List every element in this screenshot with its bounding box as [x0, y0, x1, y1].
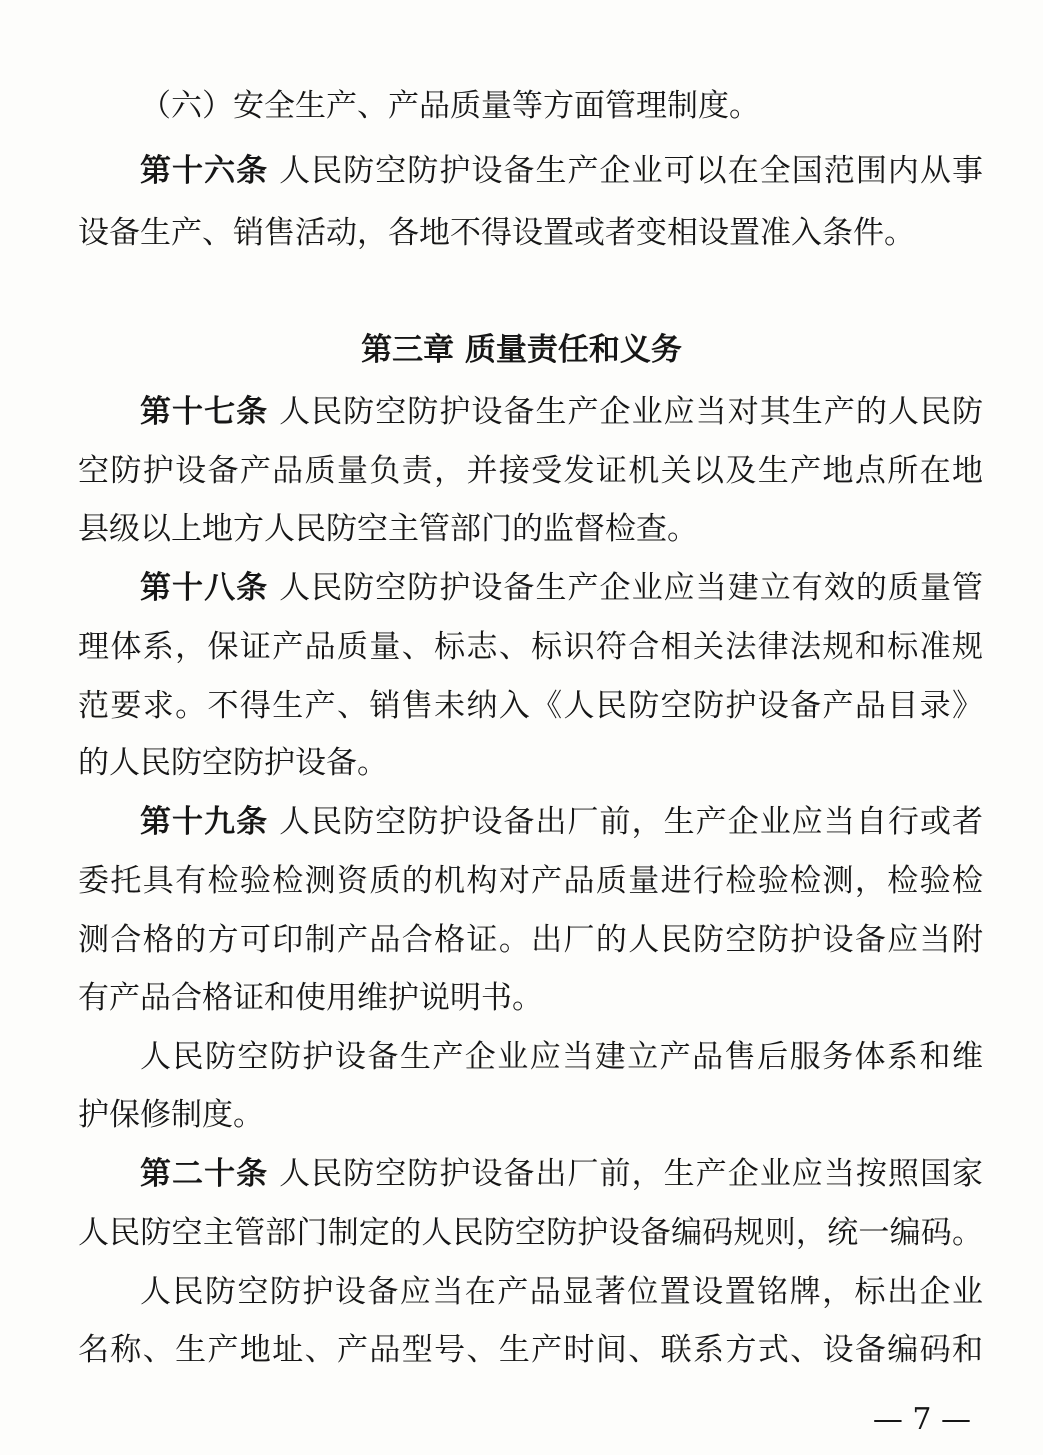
article-heading: 第十六条	[140, 153, 269, 189]
text-line: 理体系，保证产品质量、标志、标识符合相关法律法规和标准规	[78, 629, 983, 665]
article-16-line: 第十六条 人民防空防护设备生产企业可以在全国范围内从事	[140, 153, 984, 189]
text-line: 人民防空主管部门制定的人民防空防护设备编码规则，统一编码。	[78, 1215, 983, 1251]
text-line: 人民防空防护设备应当在产品显著位置设置铭牌，标出企业	[140, 1274, 983, 1310]
page-number: — 7 —	[872, 1402, 971, 1437]
text-line: 范要求。不得生产、销售未纳入《人民防空防护设备产品目录》	[78, 688, 983, 724]
article-19-line: 第十九条 人民防空防护设备出厂前，生产企业应当自行或者	[140, 804, 984, 840]
text-line: （六）安全生产、产品质量等方面管理制度。	[140, 88, 760, 124]
article-heading: 第十八条	[140, 570, 269, 606]
text-line: 空防护设备产品质量负责，并接受发证机关以及生产地点所在地	[78, 453, 983, 489]
article-20-line: 第二十条 人民防空防护设备出厂前，生产企业应当按照国家	[140, 1156, 984, 1192]
text-line: 名称、生产地址、产品型号、生产时间、联系方式、设备编码和	[78, 1332, 983, 1368]
text-line: 护保修制度。	[78, 1097, 264, 1133]
article-heading: 第十九条	[140, 804, 269, 840]
text-line: 的人民防空防护设备。	[78, 745, 388, 781]
text-line: 测合格的方可印制产品合格证。出厂的人民防空防护设备应当附	[78, 922, 983, 958]
article-heading: 第十七条	[140, 394, 269, 430]
chapter-heading: 第三章 质量责任和义务	[361, 332, 682, 368]
article-18-line: 第十八条 人民防空防护设备生产企业应当建立有效的质量管	[140, 570, 984, 606]
text-line: 有产品合格证和使用维护说明书。	[78, 980, 543, 1016]
article-17-line: 第十七条 人民防空防护设备生产企业应当对其生产的人民防	[140, 394, 984, 430]
article-heading: 第二十条	[140, 1156, 269, 1192]
text-line: 人民防空防护设备生产企业应当建立产品售后服务体系和维	[140, 1039, 983, 1075]
text-line: 委托具有检验检测资质的机构对产品质量进行检验检测，检验检	[78, 863, 983, 899]
text-line: 设备生产、销售活动，各地不得设置或者变相设置准入条件。	[78, 215, 915, 251]
text-line: 县级以上地方人民防空主管部门的监督检查。	[78, 511, 698, 547]
